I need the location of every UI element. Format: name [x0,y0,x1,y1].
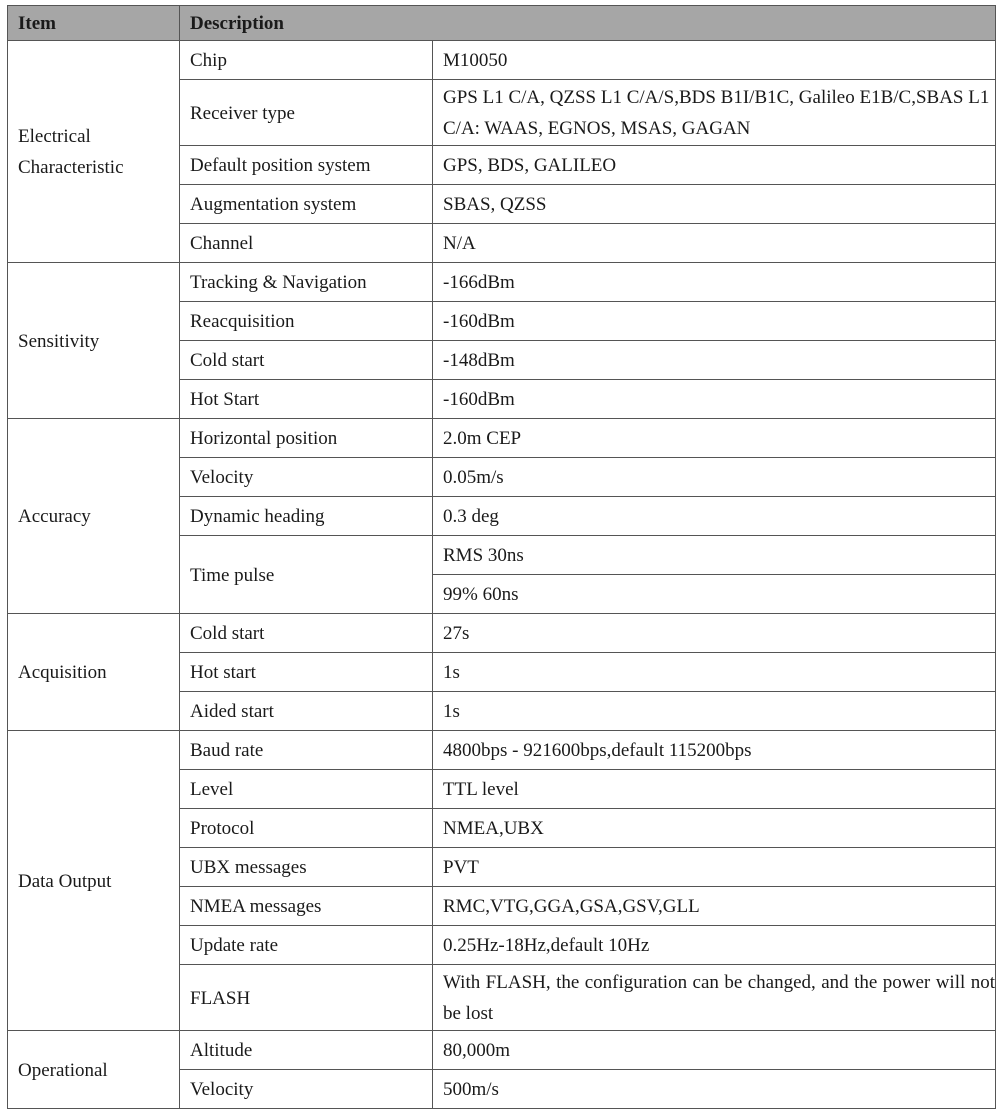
group-name: Operational [8,1031,180,1109]
row-value: M10050 [433,41,996,80]
row-label: Protocol [180,809,433,848]
header-description: Description [180,6,996,41]
row-label: Horizontal position [180,419,433,458]
row-value: GPS L1 C/A, QZSS L1 C/A/S,BDS B1I/B1C, Galileo E1B/C,SBAS L1 C/A: WAAS, EGNOS, MSAS, GAGAN [433,80,996,146]
group-name: Electrical Characteristic [8,41,180,263]
row-value: RMC,VTG,GGA,GSA,GSV,GLL [433,887,996,926]
row-value: TTL level [433,770,996,809]
row-label: Augmentation system [180,185,433,224]
row-value: 0.25Hz-18Hz,default 10Hz [433,926,996,965]
spec-table [7,5,996,1109]
table-row [8,419,996,458]
row-value: NMEA,UBX [433,809,996,848]
table-row [8,1031,996,1070]
row-label: Baud rate [180,731,433,770]
row-value: 2.0m CEP [433,419,996,458]
row-value: -160dBm [433,380,996,419]
row-value: -148dBm [433,341,996,380]
row-value: -166dBm [433,263,996,302]
row-label: Hot Start [180,380,433,419]
group-name: Sensitivity [8,263,180,419]
row-value: 1s [433,653,996,692]
row-label: Altitude [180,1031,433,1070]
table-row [8,41,996,80]
row-label: UBX messages [180,848,433,887]
row-label: Hot start [180,653,433,692]
table-row [8,731,996,770]
row-value: GPS, BDS, GALILEO [433,146,996,185]
row-label: Aided start [180,692,433,731]
row-value: SBAS, QZSS [433,185,996,224]
row-label: Cold start [180,614,433,653]
row-label: NMEA messages [180,887,433,926]
row-value: -160dBm [433,302,996,341]
group-name: Data Output [8,731,180,1031]
group-name: Acquisition [8,614,180,731]
row-value: With FLASH, the configuration can be changed, and the power will not be lost [433,965,996,1031]
row-value: 0.3 deg [433,497,996,536]
table-row [8,263,996,302]
row-label: Reacquisition [180,302,433,341]
row-value: 99% 60ns [433,575,996,614]
row-value: 500m/s [433,1070,996,1109]
row-label: Dynamic heading [180,497,433,536]
row-value: 1s [433,692,996,731]
row-label: Velocity [180,1070,433,1109]
row-value: 80,000m [433,1031,996,1070]
row-label: Tracking & Navigation [180,263,433,302]
row-label: Level [180,770,433,809]
row-label: Default position system [180,146,433,185]
header-item: Item [8,6,180,41]
row-value: N/A [433,224,996,263]
row-label: Chip [180,41,433,80]
row-label: Time pulse [180,536,433,614]
row-label: Update rate [180,926,433,965]
row-label: Channel [180,224,433,263]
table-row [8,614,996,653]
row-value: PVT [433,848,996,887]
row-label: Receiver type [180,80,433,146]
row-value: 0.05m/s [433,458,996,497]
row-label: Cold start [180,341,433,380]
row-value: 27s [433,614,996,653]
header-row [8,6,996,41]
row-label: FLASH [180,965,433,1031]
row-value: 4800bps - 921600bps,default 115200bps [433,731,996,770]
row-value: RMS 30ns [433,536,996,575]
group-name: Accuracy [8,419,180,614]
row-label: Velocity [180,458,433,497]
